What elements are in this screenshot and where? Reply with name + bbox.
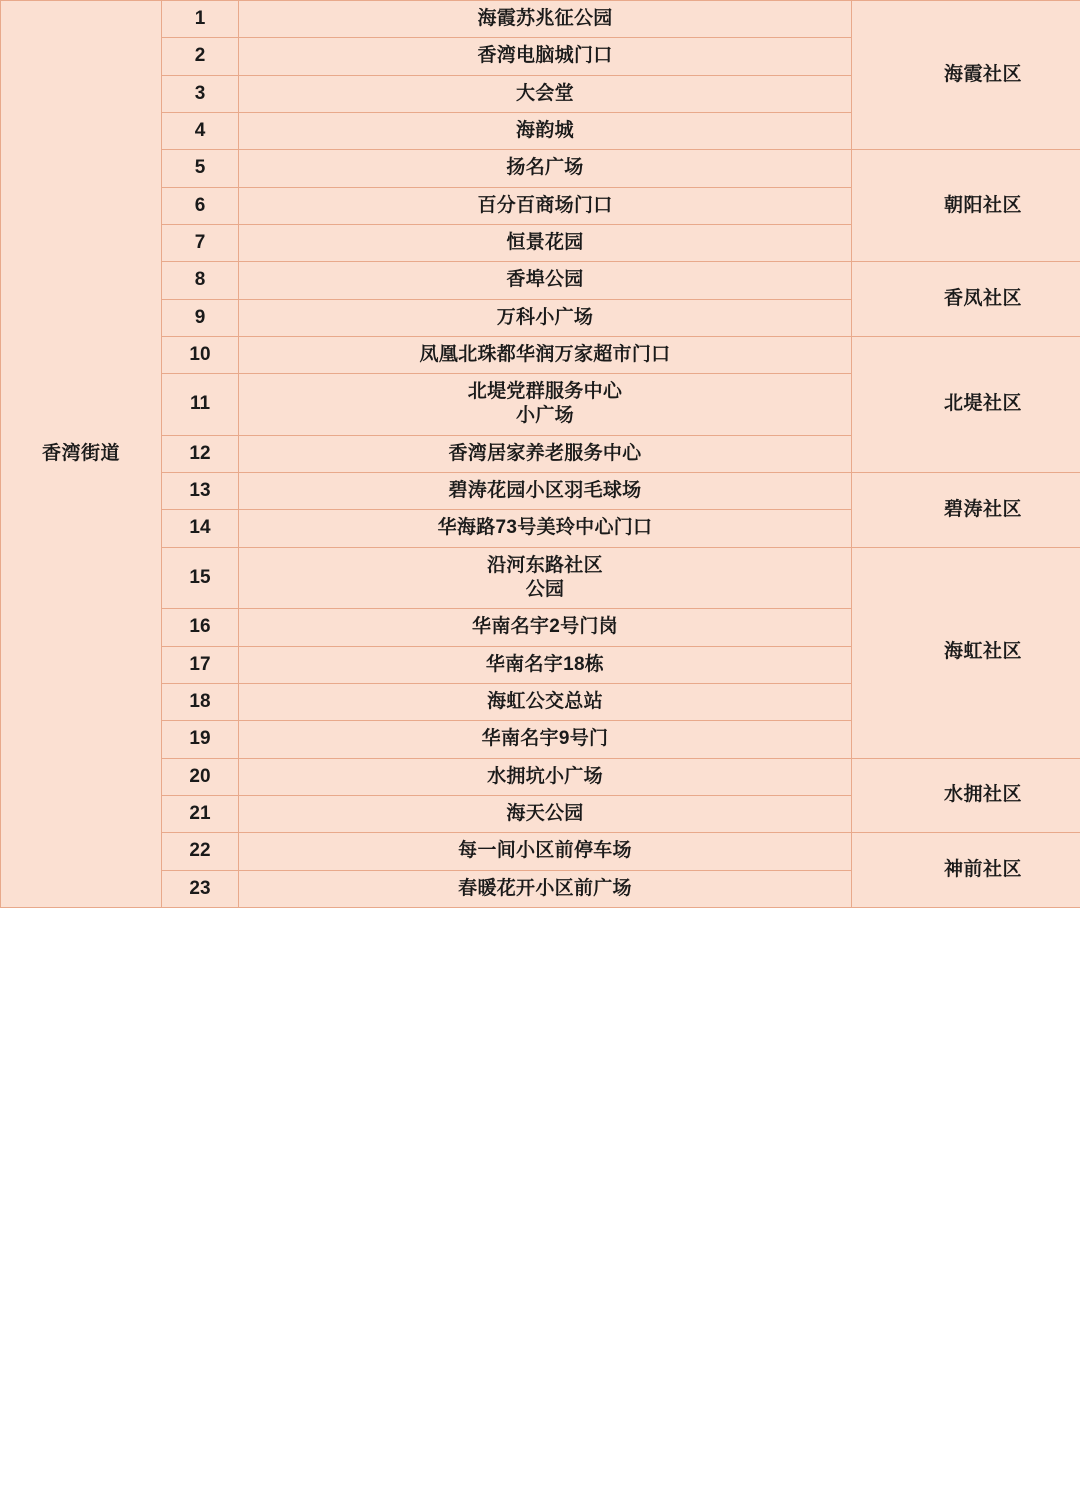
location-name-cell: 万科小广场 <box>239 299 852 336</box>
location-name-cell: 每一间小区前停车场 <box>239 833 852 870</box>
location-name-cell <box>239 547 852 609</box>
community-name-cell: 水拥社区 <box>852 758 1080 833</box>
location-name-cell: 春暖花开小区前广场 <box>239 870 852 907</box>
location-name-cell: 华南名宇2号门岗 <box>239 609 852 646</box>
location-name-line-2: 小广场 <box>516 405 574 427</box>
row-index-cell: 8 <box>162 262 239 299</box>
location-name-cell: 扬名广场 <box>239 150 852 187</box>
location-name-cell: 水拥坑小广场 <box>239 758 852 795</box>
location-name-cell: 华南名宇18栋 <box>239 646 852 683</box>
row-index-cell: 4 <box>162 112 239 149</box>
location-name-cell: 香埠公园 <box>239 262 852 299</box>
location-name-cell: 香湾居家养老服务中心 <box>239 435 852 472</box>
location-name-cell: 香湾电脑城门口 <box>239 38 852 75</box>
row-index-cell: 16 <box>162 609 239 646</box>
row-index-cell: 2 <box>162 38 239 75</box>
location-name-line-1: 沿河东路社区 <box>487 554 603 576</box>
community-name-cell: 北堤社区 <box>852 336 1080 472</box>
row-index-cell: 14 <box>162 510 239 547</box>
row-index-cell: 17 <box>162 646 239 683</box>
community-name-cell: 海霞社区 <box>852 1 1080 150</box>
row-index-cell: 10 <box>162 336 239 373</box>
location-name-cell <box>239 374 852 436</box>
row-index-cell: 6 <box>162 187 239 224</box>
row-index-cell: 12 <box>162 435 239 472</box>
location-name-cell: 大会堂 <box>239 75 852 112</box>
community-name-cell: 朝阳社区 <box>852 150 1080 262</box>
table-row <box>1 1 1080 38</box>
row-index-cell: 9 <box>162 299 239 336</box>
location-name-cell: 海天公园 <box>239 795 852 832</box>
table-row <box>1 262 1080 299</box>
location-name-cell: 华海路73号美玲中心门口 <box>239 510 852 547</box>
table-body <box>1 1 1080 908</box>
row-index-cell: 23 <box>162 870 239 907</box>
location-name-cell: 百分百商场门口 <box>239 187 852 224</box>
row-index-cell: 11 <box>162 374 239 436</box>
location-name-cell: 恒景花园 <box>239 224 852 261</box>
row-index-cell: 15 <box>162 547 239 609</box>
row-index-cell: 21 <box>162 795 239 832</box>
location-name-cell: 海虹公交总站 <box>239 683 852 720</box>
location-name-cell: 凤凰北珠都华润万家超市门口 <box>239 336 852 373</box>
table-row <box>1 833 1080 870</box>
row-index-cell: 7 <box>162 224 239 261</box>
row-index-cell: 13 <box>162 473 239 510</box>
location-name-line-2: 公园 <box>525 579 565 600</box>
table-row <box>1 150 1080 187</box>
community-name-cell: 香凤社区 <box>852 262 1080 337</box>
table-row <box>1 336 1080 373</box>
location-name-line-1: 北堤党群服务中心 <box>467 381 623 403</box>
row-index-cell: 1 <box>162 1 239 38</box>
row-index-cell: 22 <box>162 833 239 870</box>
table-row <box>1 473 1080 510</box>
community-name-cell: 神前社区 <box>852 833 1080 908</box>
row-index-cell: 20 <box>162 758 239 795</box>
row-index-cell: 5 <box>162 150 239 187</box>
location-name-cell: 华南名宇9号门 <box>239 721 852 758</box>
row-index-cell: 19 <box>162 721 239 758</box>
location-name-cell: 碧涛花园小区羽毛球场 <box>239 473 852 510</box>
table-row <box>1 547 1080 609</box>
community-name-cell: 碧涛社区 <box>852 473 1080 548</box>
row-index-cell: 18 <box>162 683 239 720</box>
table-row <box>1 758 1080 795</box>
street-name-cell: 香湾街道 <box>1 1 162 908</box>
location-name-cell: 海霞苏兆征公园 <box>239 1 852 38</box>
row-index-cell: 3 <box>162 75 239 112</box>
community-name-cell: 海虹社区 <box>852 547 1080 758</box>
location-name-cell: 海韵城 <box>239 112 852 149</box>
